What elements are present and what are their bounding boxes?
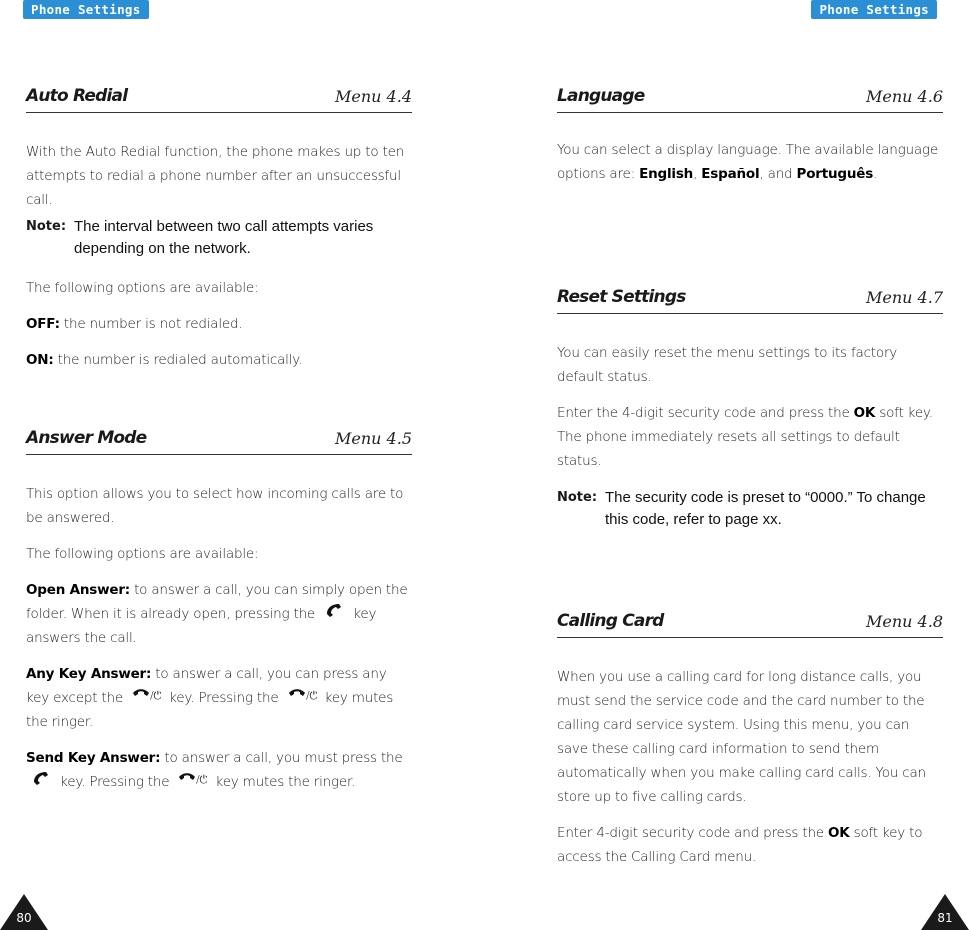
note-label: Note: — [26, 219, 67, 234]
language-end: . — [873, 166, 878, 182]
reset-enter-a: Enter the 4-digit security code and press the — [557, 405, 854, 421]
reset-settings-header — [557, 287, 943, 314]
open-answer-text-a: to answer a call, you can simply open the folder. When it is already open, pressing the — [26, 582, 408, 622]
note-text: The interval between two call attempts varies depending on the network. — [74, 218, 374, 257]
option-send-key-answer — [26, 746, 412, 794]
option-off-text: the number is not redialed. — [59, 316, 243, 332]
send-key-text-b: key. Pressing the — [56, 774, 174, 790]
auto-redial-header — [26, 86, 412, 113]
send-key-text-a: to answer a call, you must press the — [160, 750, 403, 766]
answer-mode-options-intro: The following options are available: — [26, 546, 259, 562]
svg-text:/⏻: /⏻ — [305, 689, 317, 702]
option-on-text: the number is redialed automatically. — [53, 352, 303, 368]
send-key-answer-label: Send Key Answer: — [26, 750, 161, 766]
language-title: Language — [557, 86, 645, 106]
ok-key-label: OK — [853, 405, 876, 421]
language-menu-number: Menu 4.6 — [866, 87, 943, 106]
reset-settings-note — [557, 487, 943, 531]
language-section — [557, 86, 943, 186]
reset-settings-section — [557, 287, 943, 531]
answer-mode-title: Answer Mode — [26, 428, 147, 448]
reset-settings-instructions — [557, 401, 943, 473]
language-text-a: You can select a display language. The available language options are: — [557, 142, 938, 182]
auto-redial-note — [26, 216, 412, 260]
option-on — [26, 348, 412, 372]
calling-card-title: Calling Card — [557, 611, 664, 631]
language-sep-2: , and — [759, 166, 797, 182]
send-key-icon — [323, 602, 345, 626]
auto-redial-options-intro: The following options are available: — [26, 280, 259, 296]
reset-settings-intro: You can easily reset the menu settings to its factory default status. — [557, 345, 898, 385]
reset-settings-title: Reset Settings — [557, 287, 686, 307]
option-open-answer — [26, 578, 412, 650]
reset-enter-b: soft key. The phone immediately resets all settings to default status. — [557, 405, 933, 469]
option-off — [26, 312, 412, 336]
any-key-text-a: to answer a call, you can press any key except the — [26, 666, 387, 706]
section-tag-left: Phone Settings — [23, 0, 149, 19]
answer-mode-menu-number: Menu 4.5 — [335, 429, 412, 448]
calling-card-header — [557, 611, 943, 638]
svg-text:/⏻: /⏻ — [150, 689, 162, 702]
auto-redial-title: Auto Redial — [26, 86, 128, 106]
page-number-left: 80 — [16, 911, 32, 925]
language-sep-1: , — [693, 166, 702, 182]
language-option-portugues: Português — [796, 166, 874, 182]
calling-enter-a: Enter 4-digit security code and press the — [557, 825, 829, 841]
calling-card-instructions — [557, 821, 943, 869]
reset-settings-menu-number: Menu 4.7 — [866, 288, 943, 307]
open-answer-label: Open Answer: — [26, 582, 130, 598]
ok-key-label-2: OK — [828, 825, 850, 841]
option-on-label: ON: — [26, 352, 54, 368]
language-option-english: English — [639, 166, 694, 182]
language-header — [557, 86, 943, 113]
language-option-espanol: Español — [701, 166, 760, 182]
answer-mode-intro: This option allows you to select how incoming calls are to be answered. — [26, 486, 404, 526]
calling-card-intro: When you use a calling card for long distance calls, you must send the service code and the card number to the calling card service system. Using this menu, you can save these calling card information to send them automatically when you make calling card calls. You can store up to five calling cards. — [557, 669, 926, 805]
auto-redial-section — [26, 86, 412, 372]
end-power-key-icon-3 — [177, 770, 207, 794]
section-tag-right: Phone Settings — [811, 0, 937, 19]
language-text — [557, 138, 943, 186]
send-key-text-c: key mutes the ringer. — [211, 774, 356, 790]
option-off-label: OFF: — [26, 316, 60, 332]
end-power-key-icon — [131, 686, 161, 710]
open-answer-text-b: key answers the call. — [26, 606, 377, 646]
any-key-answer-label: Any Key Answer: — [26, 666, 152, 682]
answer-mode-header — [26, 428, 412, 455]
any-key-text-c: key mutes the ringer. — [26, 690, 394, 730]
option-any-key-answer — [26, 662, 412, 734]
note-text-2: The security code is preset to “0000.” To change this code, refer to page xx. — [605, 489, 926, 528]
page-number-right: 81 — [937, 911, 953, 925]
calling-enter-b: soft key to access the Calling Card menu. — [557, 825, 923, 865]
svg-text:/⏻: /⏻ — [196, 773, 208, 786]
end-power-key-icon-2 — [287, 686, 317, 710]
note-label-2: Note: — [557, 490, 598, 505]
auto-redial-intro: With the Auto Redial function, the phone makes up to ten attempts to redial a phone number after an unsuccessful call. — [26, 144, 405, 208]
answer-mode-section — [26, 428, 412, 794]
calling-card-menu-number: Menu 4.8 — [866, 612, 943, 631]
send-key-icon-2 — [30, 770, 52, 794]
auto-redial-menu-number: Menu 4.4 — [335, 87, 412, 106]
any-key-text-b: key. Pressing the — [165, 690, 283, 706]
calling-card-section — [557, 611, 943, 869]
